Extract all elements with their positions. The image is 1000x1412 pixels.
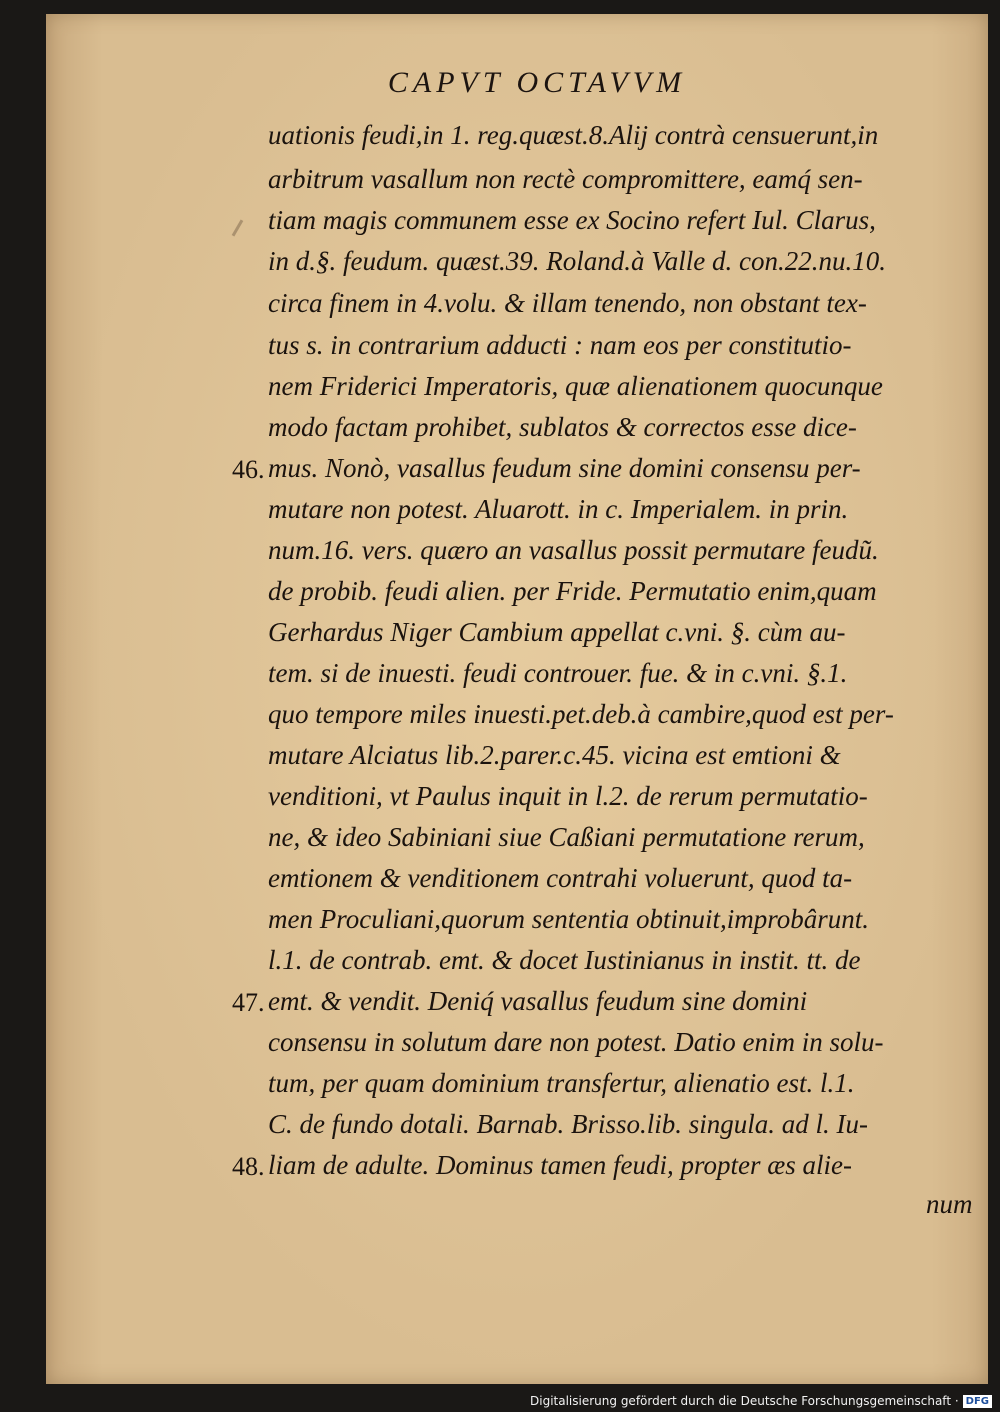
text-line: emtionem & venditionem contrahi voluerunt, quod ta- <box>268 863 853 893</box>
text-line: mutare non potest. Aluarott. in c. Imperialem. in prin. <box>268 494 849 524</box>
dfg-logo: DFG <box>963 1395 992 1408</box>
text-line: tum, per quam dominium transfertur, alienatio est. l.1. <box>268 1068 855 1098</box>
text-line: consensu in solutum dare non potest. Datio enim in solu- <box>268 1027 884 1057</box>
running-title: CAPVT OCTAVVM <box>387 66 687 99</box>
catchword: num <box>926 1189 973 1219</box>
text-line: mutare Alciatus lib.2.parer.c.45. vicina est emtioni & <box>268 740 841 770</box>
text-line: emt. & vendit. Deniq́ vasallus feudum sine domini <box>268 986 808 1016</box>
text-line: nem Friderici Imperatoris, quæ alienationem quocunque <box>268 371 883 401</box>
text-line: tiam magis communem esse ex Socino refert Iul. Clarus, <box>268 205 876 235</box>
digitization-credit <box>530 1394 992 1408</box>
text-line: Gerhardus Niger Cambium appellat c.vni. §. cùm au- <box>268 617 846 647</box>
margin-number-47: 47. <box>232 988 265 1017</box>
text-line: quo tempore miles inuesti.pet.deb.à cambire,quod est per- <box>268 699 894 729</box>
text-line: uationis feudi,in 1. reg.quæst.8.Alij contrà censuerunt,in <box>268 120 879 150</box>
book-page <box>46 14 988 1384</box>
text-line: num.16. vers. quæro an vasallus possit permutare feudũ. <box>268 535 879 565</box>
credit-text: Digitalisierung gefördert durch die Deutsche Forschungsgemeinschaft · <box>530 1394 959 1408</box>
text-line: ne, & ideo Sabiniani siue Caßiani permutatione rerum, <box>268 822 865 852</box>
text-line: mus. Nonò, vasallus feudum sine domini consensu per- <box>268 453 861 483</box>
text-line: modo factam prohibet, sublatos & correctos esse dice- <box>268 412 857 442</box>
text-line: de probib. feudi alien. per Fride. Permutatio enim,quam <box>268 576 877 606</box>
text-line: venditioni, vt Paulus inquit in l.2. de rerum permutatio- <box>268 781 868 811</box>
text-line: arbitrum vasallum non rectè compromittere, eamq́ sen- <box>268 164 863 194</box>
text-line: men Proculiani,quorum sententia obtinuit,improbârunt. <box>268 904 869 934</box>
text-line: in d.§. feudum. quæst.39. Roland.à Valle d. con.22.nu.10. <box>268 246 886 276</box>
text-line: C. de fundo dotali. Barnab. Brisso.lib. singula. ad l. Iu- <box>268 1109 869 1139</box>
text-line: tus s. in contrarium adducti : nam eos per constitutio- <box>268 330 852 360</box>
text-line: circa finem in 4.volu. & illam tenendo, non obstant tex- <box>268 288 867 318</box>
margin-number-48: 48. <box>232 1152 265 1181</box>
text-line: tem. si de inuesti. feudi controuer. fue. & in c.vni. §.1. <box>268 658 848 688</box>
margin-number-46: 46. <box>232 455 265 484</box>
text-line: liam de adulte. Dominus tamen feudi, propter æs alie- <box>268 1150 852 1180</box>
paper-fleck <box>232 219 244 236</box>
text-line: l.1. de contrab. emt. & docet Iustinianus in instit. tt. de <box>268 945 861 975</box>
